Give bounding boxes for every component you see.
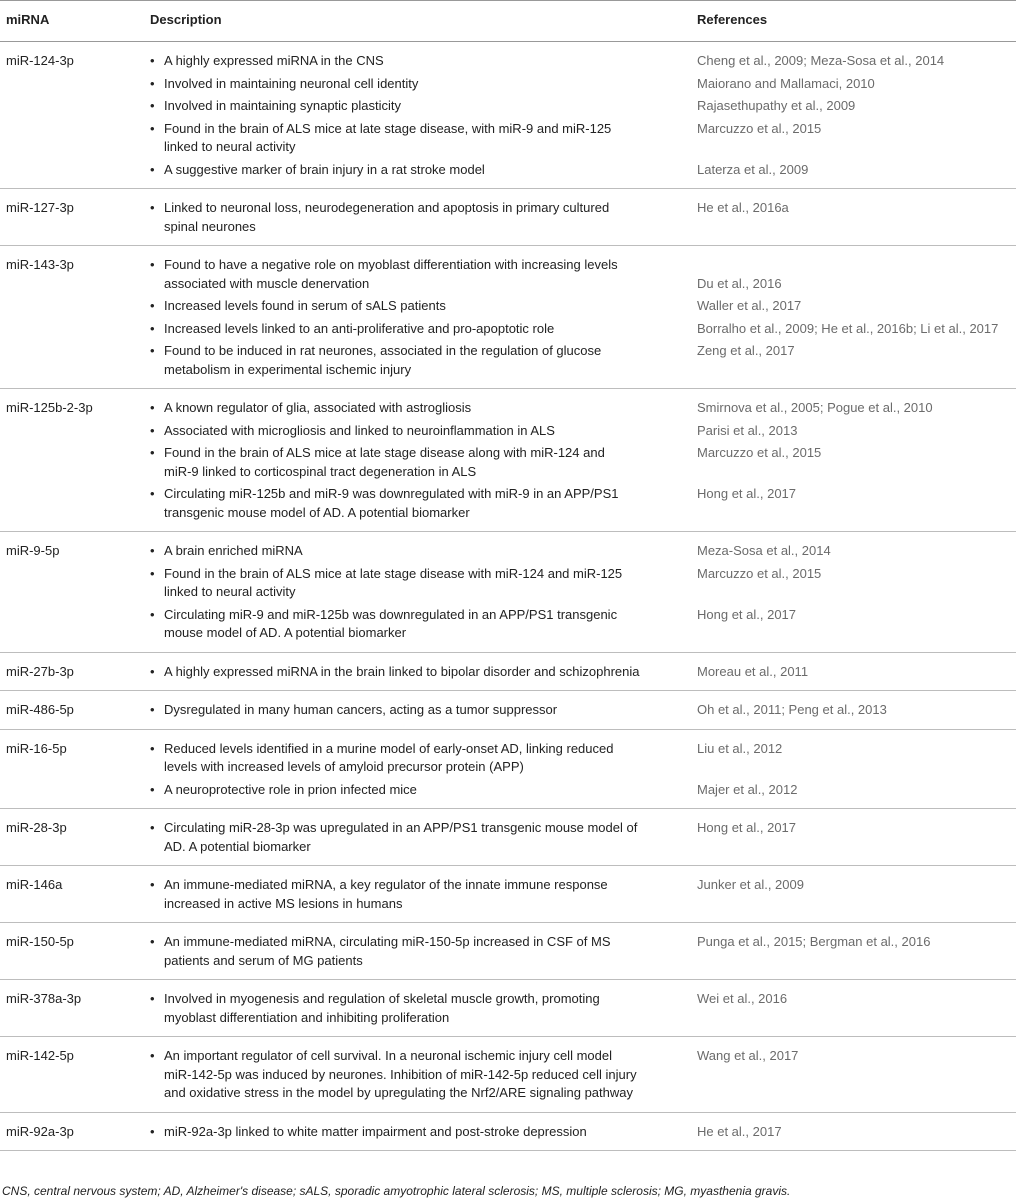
- table-body: [0, 42, 1016, 1151]
- description-text: [164, 542, 303, 561]
- description-line: increased in active MS lesions in humans: [164, 895, 403, 911]
- mirna-name-cell: miR-125b-2-3p: [0, 389, 148, 532]
- bullet-icon: •: [150, 445, 155, 460]
- bullet-icon: •: [150, 400, 155, 415]
- bullet-icon: •: [150, 991, 155, 1006]
- description-entry: [150, 606, 686, 643]
- table-row: [0, 866, 1016, 923]
- bullet-icon: •: [150, 1048, 155, 1063]
- description-line: linked to neural activity: [164, 584, 296, 599]
- description-line: A known regulator of glia, associated with astrogliosis: [164, 400, 472, 415]
- description-cell: [148, 42, 696, 189]
- description-line: Found in the brain of ALS mice at late stage disease, with miR-9 and miR-125: [164, 120, 612, 136]
- mirna-name-cell: miR-150-5p: [0, 923, 148, 980]
- description-line: Dysregulated in many human cancers, acting as a tumor suppressor: [164, 702, 558, 717]
- description-text: [164, 399, 471, 418]
- reference-spacer: [697, 256, 1015, 275]
- reference-entry: [697, 399, 1015, 418]
- reference-text: Rajasethupathy et al., 2009: [697, 98, 856, 113]
- reference-text: Liu et al., 2012: [697, 740, 783, 756]
- table-row: [0, 729, 1016, 809]
- reference-text: Waller et al., 2017: [697, 298, 802, 313]
- mirna-name-cell: miR-127-3p: [0, 189, 148, 246]
- description-cell: [148, 532, 696, 653]
- reference-text: Smirnova et al., 2005; Pogue et al., 2010: [697, 400, 933, 415]
- reference-entry: [697, 990, 1015, 1027]
- description-entry: [150, 701, 686, 720]
- bullet-icon: •: [150, 200, 155, 215]
- reference-entry: [697, 161, 1015, 180]
- reference-text: Marcuzzo et al., 2015: [697, 120, 822, 136]
- reference-entry: [697, 565, 1015, 602]
- description-text: [164, 256, 618, 293]
- description-line: A highly expressed miRNA in the brain linked to bipolar disorder and schizophrenia: [164, 663, 640, 679]
- description-text: [164, 444, 605, 481]
- description-line: linked to neural activity: [164, 139, 296, 154]
- description-text: [164, 781, 417, 800]
- references-cell: [696, 1112, 1016, 1151]
- description-line: and oxidative stress in the model by upregulating the Nrf2/ARE signaling pathway: [164, 1085, 633, 1100]
- description-entry: [150, 781, 686, 800]
- description-line: levels with increased levels of amyloid precursor protein (APP): [164, 759, 524, 774]
- description-entry: [150, 542, 686, 561]
- reference-text: Hong et al., 2017: [697, 606, 797, 622]
- reference-spacer: [697, 1009, 1015, 1028]
- reference-spacer: [697, 624, 1015, 643]
- references-cell: [696, 42, 1016, 189]
- description-text: [164, 1047, 637, 1103]
- description-line: spinal neurones: [164, 218, 256, 234]
- description-line: A brain enriched miRNA: [164, 543, 303, 558]
- mirna-name-cell: miR-146a: [0, 866, 148, 923]
- description-text: [164, 701, 557, 720]
- reference-entry: [697, 1123, 1015, 1142]
- reference-entry: [697, 740, 1015, 777]
- bullet-icon: •: [150, 257, 155, 272]
- description-line: Reduced levels identified in a murine model of early-onset AD, linking reduced: [164, 740, 614, 756]
- reference-text: Marcuzzo et al., 2015: [697, 565, 822, 581]
- bullet-icon: •: [150, 702, 155, 717]
- references-cell: [696, 1037, 1016, 1113]
- description-text: [164, 52, 384, 71]
- description-text: [164, 161, 485, 180]
- reference-spacer: [697, 138, 1015, 157]
- description-cell: [148, 729, 696, 809]
- description-line: Circulating miR-125b and miR-9 was downregulated with miR-9 in an APP/PS1: [164, 486, 619, 501]
- description-entry: [150, 75, 686, 94]
- description-entry: [150, 422, 686, 441]
- description-entry: [150, 399, 686, 418]
- bullet-icon: •: [150, 75, 155, 91]
- bullet-icon: •: [150, 606, 155, 622]
- reference-text: Hong et al., 2017: [697, 486, 797, 501]
- description-cell: [148, 1112, 696, 1151]
- description-entry: [150, 297, 686, 316]
- description-text: [164, 1123, 587, 1142]
- references-cell: [696, 809, 1016, 866]
- description-line: Found to have a negative role on myoblast differentiation with increasing levels: [164, 257, 618, 272]
- description-line: metabolism in experimental ischemic injury: [164, 361, 412, 377]
- reference-spacer: [697, 838, 1015, 857]
- description-line: AD. A potential biomarker: [164, 838, 311, 854]
- table-row: [0, 42, 1016, 189]
- bullet-icon: •: [150, 298, 155, 313]
- reference-entry: [697, 97, 1015, 116]
- table-row: [0, 923, 1016, 980]
- bullet-icon: •: [150, 543, 155, 558]
- description-entry: [150, 1047, 686, 1103]
- description-text: [164, 876, 608, 913]
- table-row: [0, 691, 1016, 730]
- table-row: [0, 189, 1016, 246]
- bullet-icon: •: [150, 486, 155, 501]
- description-text: [164, 199, 609, 236]
- bullet-icon: •: [150, 820, 155, 835]
- description-line: miR-92a-3p linked to white matter impairment and post-stroke depression: [164, 1123, 587, 1139]
- table-row: [0, 809, 1016, 866]
- description-line: Increased levels found in serum of sALS patients: [164, 298, 446, 313]
- reference-text: Meza-Sosa et al., 2014: [697, 543, 831, 558]
- references-cell: [696, 923, 1016, 980]
- reference-text: Laterza et al., 2009: [697, 161, 809, 177]
- reference-entry: [697, 256, 1015, 293]
- description-cell: [148, 389, 696, 532]
- table-row: [0, 652, 1016, 691]
- description-line: mouse model of AD. A potential biomarker: [164, 625, 407, 640]
- references-cell: [696, 866, 1016, 923]
- table-row: [0, 389, 1016, 532]
- reference-spacer: [697, 1084, 1015, 1103]
- bullet-icon: •: [150, 120, 155, 136]
- description-cell: [148, 809, 696, 866]
- description-text: [164, 485, 619, 522]
- mirna-name-cell: miR-92a-3p: [0, 1112, 148, 1151]
- references-cell: [696, 980, 1016, 1037]
- references-cell: [696, 532, 1016, 653]
- description-line: An immune-mediated miRNA, circulating miR-150-5p increased in CSF of MS: [164, 934, 611, 949]
- mirna-name-cell: miR-16-5p: [0, 729, 148, 809]
- description-line: A suggestive marker of brain injury in a rat stroke model: [164, 161, 485, 177]
- reference-entry: [697, 876, 1015, 913]
- description-entry: [150, 320, 686, 339]
- header-description: Description: [148, 1, 696, 42]
- bullet-icon: •: [150, 422, 155, 438]
- description-text: [164, 933, 611, 970]
- reference-spacer: [697, 758, 1015, 777]
- description-entry: [150, 199, 686, 236]
- description-text: [164, 297, 446, 316]
- mirna-name-cell: miR-142-5p: [0, 1037, 148, 1113]
- reference-entry: [697, 542, 1015, 561]
- description-cell: [148, 866, 696, 923]
- mirna-name-cell: miR-27b-3p: [0, 652, 148, 691]
- description-entry: [150, 485, 686, 522]
- reference-text: Punga et al., 2015; Bergman et al., 2016: [697, 934, 931, 949]
- description-line: patients and serum of MG patients: [164, 952, 363, 968]
- reference-spacer: [697, 218, 1015, 237]
- description-cell: [148, 246, 696, 389]
- description-entry: [150, 876, 686, 913]
- bullet-icon: •: [150, 877, 155, 892]
- mirna-name-cell: miR-486-5p: [0, 691, 148, 730]
- description-line: An immune-mediated miRNA, a key regulator of the innate immune response: [164, 877, 608, 892]
- reference-text: Parisi et al., 2013: [697, 422, 798, 438]
- mirna-name-cell: miR-124-3p: [0, 42, 148, 189]
- description-line: Found in the brain of ALS mice at late stage disease along with miR-124 and: [164, 445, 605, 460]
- bullet-icon: •: [150, 320, 155, 336]
- reference-entry: [697, 120, 1015, 157]
- mirna-name-cell: miR-9-5p: [0, 532, 148, 653]
- mirna-name-cell: miR-143-3p: [0, 246, 148, 389]
- reference-entry: [697, 606, 1015, 643]
- reference-entry: [697, 342, 1015, 379]
- description-line: Involved in maintaining synaptic plasticity: [164, 98, 402, 113]
- reference-text: Du et al., 2016: [697, 275, 782, 291]
- description-text: [164, 342, 601, 379]
- header-mirna: miRNA: [0, 1, 148, 42]
- description-text: [164, 97, 401, 116]
- description-line: Found to be induced in rat neurones, associated in the regulation of glucose: [164, 343, 602, 358]
- reference-text: Marcuzzo et al., 2015: [697, 445, 822, 460]
- description-entry: [150, 342, 686, 379]
- reference-spacer: [697, 463, 1015, 482]
- reference-text: Oh et al., 2011; Peng et al., 2013: [697, 702, 887, 717]
- reference-entry: [697, 52, 1015, 71]
- description-entry: [150, 444, 686, 481]
- reference-text: Cheng et al., 2009; Meza-Sosa et al., 2014: [697, 53, 945, 68]
- references-cell: [696, 389, 1016, 532]
- reference-entry: [697, 320, 1015, 339]
- description-line: miR-9 linked to corticospinal tract degeneration in ALS: [164, 463, 477, 479]
- reference-text: He et al., 2017: [697, 1123, 782, 1139]
- description-entry: [150, 161, 686, 180]
- reference-entry: [697, 297, 1015, 316]
- mirna-name-cell: miR-378a-3p: [0, 980, 148, 1037]
- header-row: [0, 1, 1016, 42]
- description-cell: [148, 923, 696, 980]
- table-row: [0, 246, 1016, 389]
- description-text: [164, 663, 640, 682]
- description-line: Circulating miR-9 and miR-125b was downregulated in an APP/PS1 transgenic: [164, 606, 618, 622]
- table-row: [0, 980, 1016, 1037]
- reference-text: Majer et al., 2012: [697, 781, 798, 797]
- description-line: Linked to neuronal loss, neurodegeneration and apoptosis in primary cultured: [164, 200, 610, 215]
- description-cell: [148, 1037, 696, 1113]
- description-text: [164, 120, 611, 157]
- reference-entry: [697, 663, 1015, 682]
- table-row: [0, 1112, 1016, 1151]
- description-entry: [150, 819, 686, 856]
- description-line: Found in the brain of ALS mice at late stage disease with miR-124 and miR-125: [164, 565, 623, 581]
- description-line: transgenic mouse model of AD. A potential biomarker: [164, 504, 470, 520]
- reference-entry: [697, 1047, 1015, 1103]
- description-line: myoblast differentiation and inhibiting proliferation: [164, 1009, 450, 1025]
- description-line: miR-142-5p was induced by neurones. Inhibition of miR-142-5p reduced cell injury: [164, 1066, 637, 1082]
- reference-entry: [697, 75, 1015, 94]
- table-row: [0, 1037, 1016, 1113]
- description-text: [164, 422, 555, 441]
- bullet-icon: •: [150, 934, 155, 949]
- reference-text: Hong et al., 2017: [697, 820, 797, 835]
- references-cell: [696, 691, 1016, 730]
- reference-spacer: [697, 504, 1015, 523]
- reference-text: Moreau et al., 2011: [697, 663, 809, 679]
- description-text: [164, 320, 554, 339]
- description-entry: [150, 565, 686, 602]
- bullet-icon: •: [150, 161, 155, 177]
- references-cell: [696, 729, 1016, 809]
- reference-entry: [697, 199, 1015, 236]
- description-text: [164, 740, 613, 777]
- bullet-icon: •: [150, 343, 155, 358]
- description-line: A highly expressed miRNA in the CNS: [164, 53, 384, 68]
- description-entry: [150, 256, 686, 293]
- references-cell: [696, 189, 1016, 246]
- mirna-name-cell: miR-28-3p: [0, 809, 148, 866]
- bullet-icon: •: [150, 781, 155, 797]
- references-cell: [696, 246, 1016, 389]
- reference-text: Maiorano and Mallamaci, 2010: [697, 75, 875, 91]
- reference-spacer: [697, 1066, 1015, 1085]
- reference-spacer: [697, 952, 1015, 971]
- reference-text: Zeng et al., 2017: [697, 343, 795, 358]
- bullet-icon: •: [150, 1123, 155, 1139]
- reference-text: Wang et al., 2017: [697, 1048, 799, 1063]
- description-cell: [148, 189, 696, 246]
- references-cell: [696, 652, 1016, 691]
- description-entry: [150, 990, 686, 1027]
- description-entry: [150, 933, 686, 970]
- description-entry: [150, 97, 686, 116]
- bullet-icon: •: [150, 98, 155, 113]
- bullet-icon: •: [150, 565, 155, 581]
- reference-entry: [697, 422, 1015, 441]
- reference-text: He et al., 2016a: [697, 200, 789, 215]
- reference-spacer: [697, 583, 1015, 602]
- description-line: associated with muscle denervation: [164, 275, 370, 291]
- reference-text: Junker et al., 2009: [697, 877, 804, 892]
- bullet-icon: •: [150, 53, 155, 68]
- reference-entry: [697, 819, 1015, 856]
- reference-entry: [697, 485, 1015, 522]
- reference-entry: [697, 701, 1015, 720]
- description-cell: [148, 691, 696, 730]
- description-entry: [150, 120, 686, 157]
- reference-text: Wei et al., 2016: [697, 991, 788, 1006]
- description-line: Circulating miR-28-3p was upregulated in an APP/PS1 transgenic mouse model of: [164, 820, 638, 835]
- header-references: References: [696, 1, 1016, 42]
- reference-spacer: [697, 361, 1015, 380]
- table-row: [0, 532, 1016, 653]
- description-line: A neuroprotective role in prion infected mice: [164, 781, 417, 797]
- description-cell: [148, 652, 696, 691]
- description-text: [164, 990, 600, 1027]
- description-line: Involved in maintaining neuronal cell identity: [164, 75, 419, 91]
- reference-entry: [697, 933, 1015, 970]
- description-line: Associated with microgliosis and linked to neuroinflammation in ALS: [164, 422, 555, 438]
- reference-spacer: [697, 895, 1015, 914]
- description-line: An important regulator of cell survival. In a neuronal ischemic injury cell model: [164, 1048, 612, 1063]
- reference-text: Borralho et al., 2009; He et al., 2016b; Li et al., 2017: [697, 320, 999, 336]
- description-entry: [150, 663, 686, 682]
- description-cell: [148, 980, 696, 1037]
- table-header: [0, 1, 1016, 42]
- table-footnote: CNS, central nervous system; AD, Alzheimer's disease; sALS, sporadic amyotrophic lateral sclerosis; MS, multiple sclerosis; MG, myasthenia gravis.: [2, 1184, 791, 1198]
- description-text: [164, 75, 418, 94]
- reference-entry: [697, 444, 1015, 481]
- description-text: [164, 819, 637, 856]
- description-text: [164, 565, 622, 602]
- reference-entry: [697, 781, 1015, 800]
- description-line: Involved in myogenesis and regulation of skeletal muscle growth, promoting: [164, 991, 600, 1006]
- bullet-icon: •: [150, 740, 155, 756]
- description-entry: [150, 1123, 686, 1142]
- description-line: Increased levels linked to an anti-proliferative and pro-apoptotic role: [164, 320, 555, 336]
- description-text: [164, 606, 617, 643]
- bullet-icon: •: [150, 663, 155, 679]
- description-entry: [150, 52, 686, 71]
- description-entry: [150, 740, 686, 777]
